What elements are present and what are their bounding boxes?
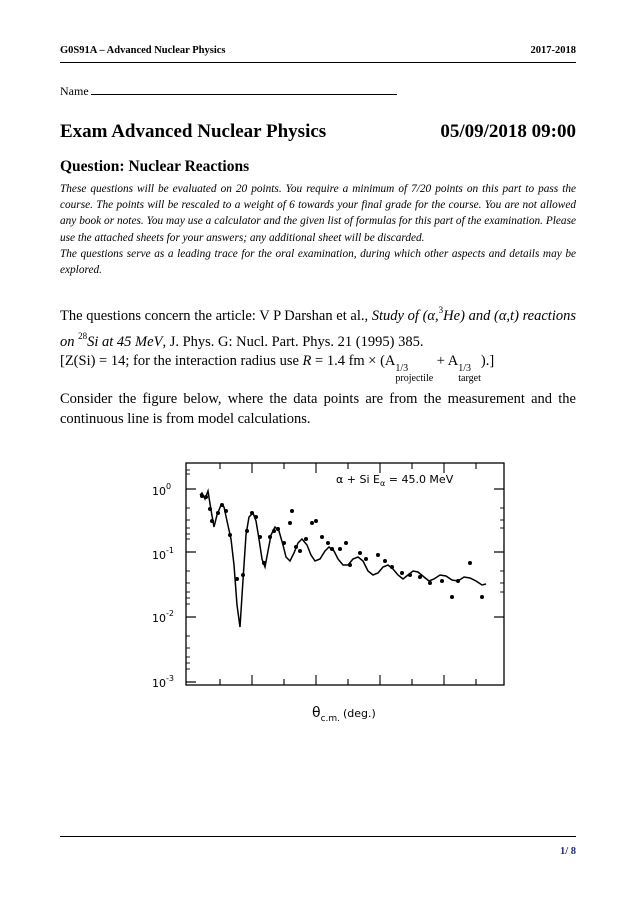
question-title: Question: Nuclear Reactions	[60, 158, 250, 175]
name-label: Name	[60, 84, 89, 98]
ytick-label-1: $10^{-1}$	[152, 546, 174, 562]
article-title-sup: 3	[438, 305, 444, 315]
footer-rule	[60, 836, 576, 837]
exam-title: Exam Advanced Nuclear Physics	[60, 121, 327, 142]
page-number: 1/ 8	[559, 846, 576, 857]
article-title-c: Si at 45 MeV	[87, 333, 163, 350]
note-plus: + A	[433, 353, 459, 369]
name-field[interactable]	[60, 84, 397, 99]
figure-annotation: α + Si $E_\alpha = 45.0$ MeV	[336, 473, 454, 488]
note-a: [Z(Si) = 14; for the interaction radius use	[60, 353, 303, 369]
angular-distribution-figure	[140, 455, 520, 735]
x-axis-label: $\theta_{c.m.}$ $^{(deg.)}$	[312, 705, 376, 724]
y-tick-labels	[152, 482, 174, 690]
figure-intro: Consider the figure below, where the data points are from the measurement and the continuous line is from model calculations.	[60, 391, 576, 427]
sub2: target	[458, 373, 481, 384]
article-title-b: He) and (α,t) reactions on	[60, 308, 576, 350]
article-title-sup2: 28	[78, 330, 88, 341]
y-major-ticks	[186, 489, 504, 682]
exponent-projectile	[395, 364, 433, 384]
ytick-label-2: $10^{-2}$	[152, 609, 174, 625]
note-b: = 1.4 fm × (A	[311, 353, 396, 369]
header-rule	[60, 62, 576, 63]
exp2: 1/3	[458, 363, 472, 374]
header-course: G0S91A – Advanced Nuclear Physics	[60, 45, 226, 56]
model-curve	[200, 491, 486, 627]
plot-frame	[186, 463, 504, 685]
exam-datetime: 05/09/2018 09:00	[440, 121, 576, 142]
note-r: R	[302, 353, 312, 369]
article-paragraph	[60, 301, 576, 384]
ytick-label-0: $10^0$	[152, 482, 172, 498]
name-line[interactable]	[91, 84, 397, 95]
article-title-a: Study of (α,	[371, 308, 439, 324]
instructions-p2: The questions serve as a leading trace for the oral examination, during which other aspects and details may be explored.	[60, 247, 576, 277]
article-lead: The questions concern the article: V P Darshan et al.,	[60, 308, 372, 324]
exponent-target	[458, 364, 481, 384]
instructions	[60, 181, 576, 278]
ytick-label-3: $10^{-3}$	[152, 674, 174, 690]
x-ticks	[220, 463, 476, 685]
instructions-p1: These questions will be evaluated on 20 points. You require a minimum of 7/20 points on this part to pass the course. The points will be rescaled to a weight of 6 towards your final grade for the course. You are not allowed any book or notes. You may use a calculator and the given list of formulas for this part of the examination. Please use the attached sheets for your answers; any additional sheet will be discarded.	[60, 183, 576, 244]
header-year: 2017-2018	[530, 45, 576, 56]
sub1: projectile	[395, 373, 434, 384]
exp1: 1/3	[395, 363, 409, 374]
note-end: ).]	[480, 353, 495, 369]
article-ref: , J. Phys. G: Nucl. Part. Phys. 21 (1995) 385.	[162, 333, 424, 350]
